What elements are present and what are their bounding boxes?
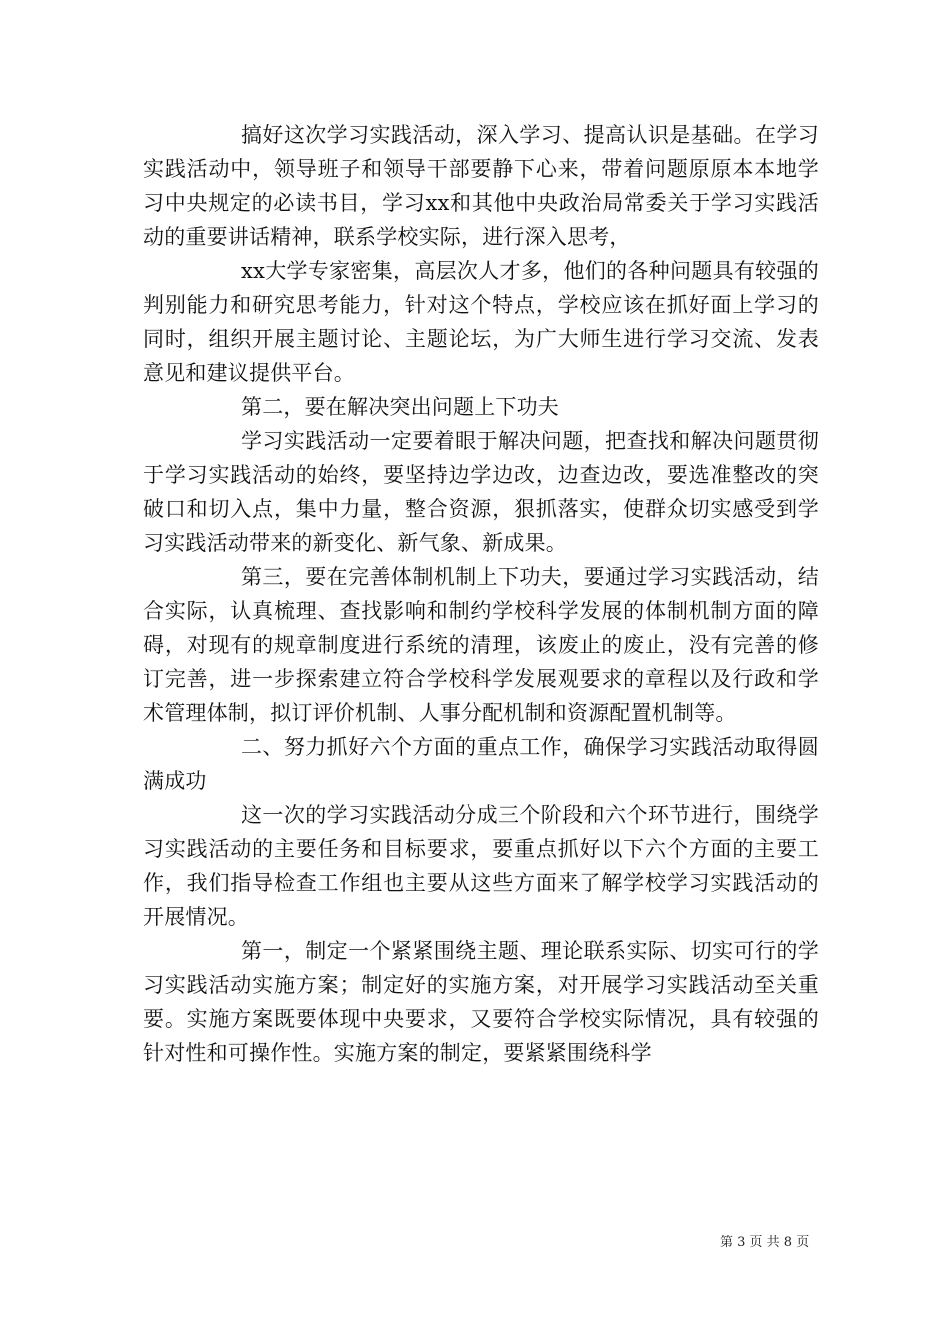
paragraph-1: 搞好这次学习实践活动，深入学习、提高认识是基础。在学习实践活动中，领导班子和领导干部要静下心来，带着问题原原本本地学习中央规定的必读书目，学习xx和其他中央政治局常委关于学习实践活动的重要讲话精神，联系学校实际，进行深入思考， bbox=[143, 123, 819, 249]
document-body bbox=[143, 118, 819, 1070]
paragraph-8: 第一，制定一个紧紧围绕主题、理论联系实际、切实可行的学习实践活动实施方案；制定好的实施方案，对开展学习实践活动至关重要。实施方案既要体现中央要求，又要符合学校实际情况，具有较强的针对性和可操作性。实施方案的制定，要紧紧围绕科学 bbox=[143, 939, 819, 1065]
paragraph-2: xx大学专家密集，高层次人才多，他们的各种问题具有较强的判别能力和研究思考能力，针对这个特点，学校应该在抓好面上学习的同时，组织开展主题讨论、主题论坛，为广大师生进行学习交流、发表意见和建议提供平台。 bbox=[143, 259, 819, 385]
paragraph-3-heading: 第二，要在解决突出问题上下功夫 bbox=[241, 395, 559, 419]
paragraph-6-heading: 二、努力抓好六个方面的重点工作，确保学习实践活动取得圆满成功 bbox=[143, 735, 819, 793]
paragraph-4: 学习实践活动一定要着眼于解决问题，把查找和解决问题贯彻于学习实践活动的始终，要坚持边学边改，边查边改，要选准整改的突破口和切入点，集中力量，整合资源，狠抓落实，使群众切实感受到学习实践活动带来的新变化、新气象、新成果。 bbox=[143, 429, 819, 555]
page-number: 第 3 页 共 8 页 bbox=[720, 1235, 810, 1250]
paragraph-5: 第三，要在完善体制机制上下功夫，要通过学习实践活动，结合实际，认真梳理、查找影响和制约学校科学发展的体制机制方面的障碍，对现有的规章制度进行系统的清理，该废止的废止，没有完善的修订完善，进一步探索建立符合学校科学发展观要求的章程以及行政和学术管理体制，拟订评价机制、人事分配机制和资源配置机制等。 bbox=[143, 565, 819, 725]
paragraph-7: 这一次的学习实践活动分成三个阶段和六个环节进行，围绕学习实践活动的主要任务和目标要求，要重点抓好以下六个方面的主要工作，我们指导检查工作组也主要从这些方面来了解学校学习实践活动的开展情况。 bbox=[143, 803, 819, 929]
